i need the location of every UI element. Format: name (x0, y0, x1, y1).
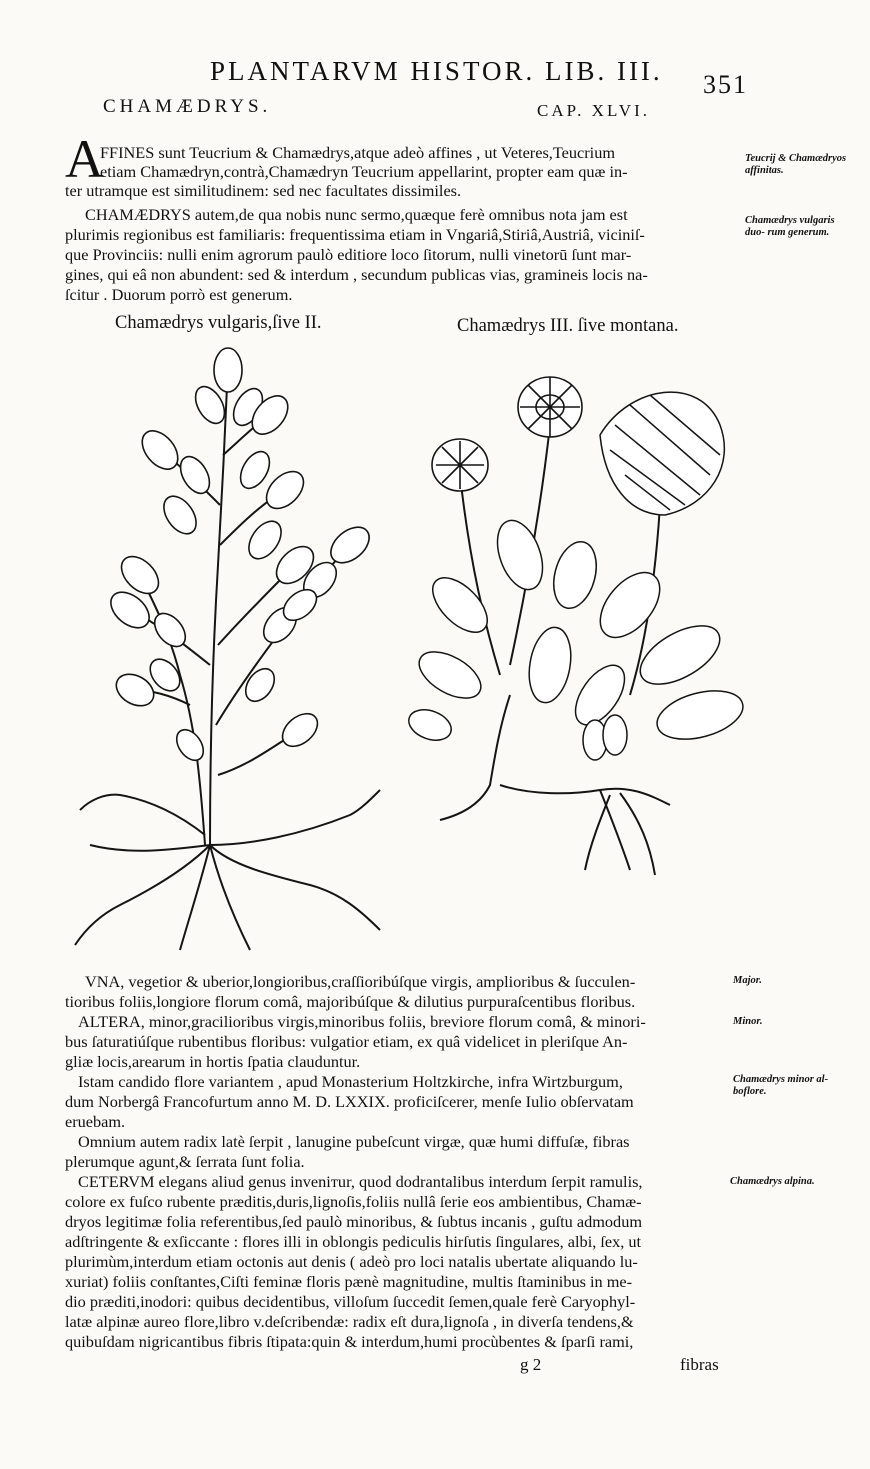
text-line: ALTERA, minor,gracilioribus virgis,minoribus foliis, breviore florum comâ, & minori- (78, 1012, 646, 1031)
margin-note-major: Major. (733, 975, 762, 986)
text-line: ter utramque est similitudinem: sed nec facultates dissimiles. (65, 181, 462, 200)
running-title: PLANTARVM HISTOR. LIB. III. (210, 56, 663, 86)
right-figure-caption: Chamædrys III. ſive montana. (457, 316, 679, 336)
text-line: CETERVM elegans aliud genus inveniтur, quod dodrantalibus interdum ſerpit ramulis, (78, 1172, 643, 1191)
text-line: Omnium autem radix latè ſerpit , lanugine pubeſcunt virgæ, quæ humi diffuſæ, fibras (78, 1132, 630, 1151)
page-number: 351 (703, 70, 748, 99)
text-line: plurimis regionibus est familiaris: frequentissima etiam in Vngariâ,Stiriâ,Austriâ, viciniſ- (65, 225, 645, 244)
drop-cap: A (65, 129, 104, 189)
text-line: CHAMÆDRYS autem,de qua nobis nunc sermo,quæque ferè omnibus nota jam est (85, 205, 628, 224)
text-line: dum Norbergâ Francofurtum anno M. D. LXXIX. proficiſcerer, menſe Iulio obſervatam (65, 1092, 634, 1111)
catchword: fibras (680, 1355, 719, 1374)
signature-mark: g 2 (520, 1355, 542, 1374)
chapter-title: CHAMÆDRYS. (103, 96, 272, 117)
chapter-number: CAP. XLVI. (537, 101, 650, 120)
text-line: quibuſdam nigricantibus fibris ſtipata:quin & interdum,humi procùbentes & ſparſi rami, (65, 1332, 634, 1351)
text-line: plerumque agunt,& ſerrata ſunt folia. (65, 1152, 305, 1171)
margin-note-candido: Chamædrys minor al- boflore. (733, 1074, 829, 1097)
text-line: dryos legitimæ folia referentibus,ſed paulò minoribus, & ſubtus incanis , guſtu admodum (65, 1212, 642, 1231)
text-line: dio præditi,inodori: quibus decidentibus, villoſum ſuccedit ſemen,quale ferè Caryophyl- (65, 1292, 636, 1311)
text-line: bus ſaturatiúſque rubentibus floribus: vulgatior etiam, ex quâ videlicet in pleriſque An- (65, 1032, 628, 1051)
margin-note-minor: Minor. (733, 1016, 763, 1027)
text-line: gines, qui eâ non abundent: sed & interdum , secundum publicas vias, gramineis locis na- (65, 265, 648, 284)
text-line: adſtringente & exſiccante : flores illi in oblongis pediculis hirſutis ſingulares, albi, ſex, ut (65, 1232, 642, 1251)
text-line: colore ex fuſco rubente præditis,duris,lignoſis,foliis nullâ ſerie eos ambientibus, Chamæ- (65, 1192, 642, 1211)
left-figure-caption: Chamædrys vulgaris,ſive II. (115, 313, 322, 333)
text-line: VNA, vegetior & uberior,longioribus,craſſioribúſque virgis, amplioribus & ſucculen- (85, 972, 636, 991)
text-line: latæ alpinæ aureo flore,libro v.deſcribendæ: radix eſt dura,lignoſa , in diverſa tendens,& (65, 1312, 634, 1331)
text-line: plurimùm,interdum etiam octonis aut denis ( adeò pro loci natalis ubertate aliquando lu- (65, 1252, 638, 1271)
text-line: xuriat) foliis conſtantes,Ciſti feminæ floris pænè magnitudine, multis ſtaminibus in me- (65, 1272, 633, 1291)
text-line: que Provinciis: nulli enim agrorum paulò editiore loco ſitorum, nulli vinetorū ſunt mar- (65, 245, 632, 264)
chamaedrys-vulgaris-illustration (60, 345, 410, 955)
text-line: ſcitur . Duorum porrò est generum. (65, 285, 293, 304)
text-line: gliæ locis,arearum in hortis ſpatia clauduntur. (65, 1052, 361, 1071)
text-line: tioribus foliis,longiore florum comâ, majoribúſque & dilutius purpuraſcentibus floribus. (65, 992, 636, 1011)
text-line: etiam Chamædryn,contrà,Chamædryn Teucrium appellarint, propter eam quæ in- (100, 162, 628, 181)
margin-note-teucrii: Teucrij & Chamædryos affinitas. (745, 153, 847, 176)
margin-note-vulgaris: Chamædrys vulgaris duo- rum generum. (745, 215, 835, 238)
text-line: Istam candido flore variantem , apud Monasterium Holtzkirche, infra Wirtzburgum, (78, 1072, 623, 1091)
text-line: eruebam. (65, 1112, 126, 1131)
margin-note-alpina: Chamædrys alpina. (730, 1176, 815, 1187)
chamaedrys-montana-illustration (400, 365, 745, 885)
text-line: FFINES sunt Teucrium & Chamædrys,atque adeò affines , ut Veteres,Teucrium (100, 143, 616, 162)
